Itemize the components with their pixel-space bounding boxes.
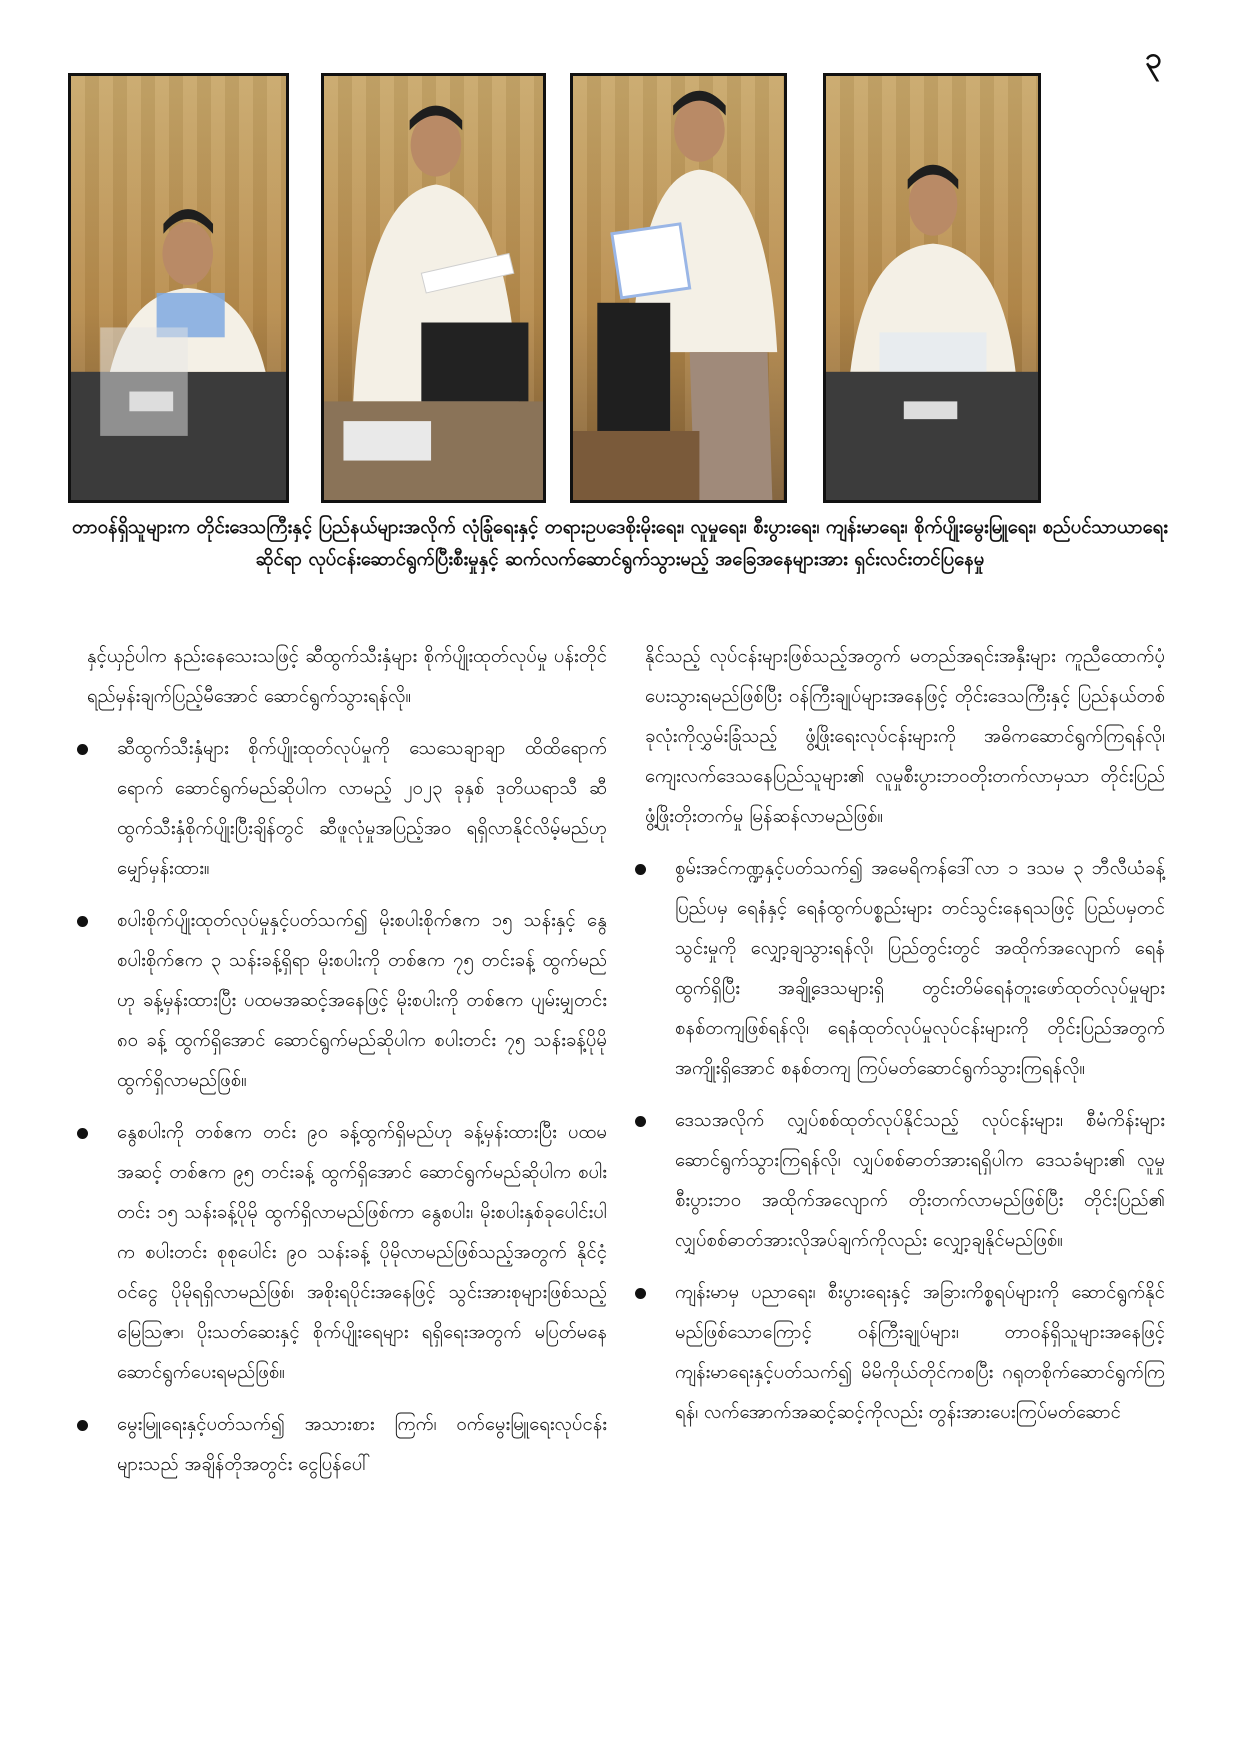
bullet-icon (77, 1128, 88, 1139)
photo-official-standing-reading (321, 73, 546, 503)
bullet-icon (77, 1420, 88, 1431)
photo-official-standing-speaking (570, 73, 787, 503)
right-intro-paragraph: နိုင်သည့် လုပ်ငန်းများဖြစ်သည့်အတွက် မတည်အရင်းအနှီးများ ကူညီထောက်ပံ့ပေးသွားရမည်ဖြစ်ပြီး ဝန်ကြီးချုပ်များအနေဖြင့် တိုင်းဒေသကြီးနှင့် ပြည်နယ်တစ်ခုလုံးကိုလွှမ်းခြုံသည့် ဖွံ့ဖြိုးရေးလုပ်ငန်းများကို အဓိကဆောင်ရွက်ကြရန်လို၊ ကျေးလက်ဒေသနေပြည်သူများ၏ လူမှုစီးပွားဘဝတိုးတက်လာမှသာ တိုင်းပြည်ဖွံ့ဖြိုးတိုးတက်မှု မြန်ဆန်လာမည်ဖြစ်။ (645, 646, 1165, 827)
bullet-icon (77, 744, 88, 755)
list-item (645, 849, 1165, 1089)
bullet-icon (635, 864, 646, 875)
bullet-text: စပါးစိုက်ပျိုးထုတ်လုပ်မှုနှင့်ပတ်သက်၍ မိုးစပါးစိုက်ဧက ၁၅ သန်းနှင့် နွေစပါးစိုက်ဧက ၃ သန်းခန့်ရှိရာ မိုးစပါးကို တစ်ဧက ၇၅ တင်းခန့် ထွက်မည်ဟု ခန့်မှန်းထားပြီး ပထမအဆင့်အနေဖြင့် မိုးစပါးကို တစ်ဧက ပျမ်းမျှတင်း ၈၀ ခန့် ထွက်ရှိအောင် ဆောင်ရွက်မည်ဆိုပါက စပါးတင်း ၇၅ သန်းခန့်ပိုမိုထွက်ရှိလာမည်ဖြစ်။ (117, 910, 607, 1091)
bullet-text: ဒေသအလိုက် လျှပ်စစ်ထုတ်လုပ်နိုင်သည့် လုပ်ငန်းများ၊ စီမံကိန်းများဆောင်ရွက်သွားကြရန်လို၊ လျှပ်စစ်ဓာတ်အားရရှိပါက ဒေသခံများ၏ လူမှုစီးပွားဘဝ အထိုက်အလျောက် တိုးတက်လာမည်ဖြစ်ပြီး တိုင်းပြည်၏ လျှပ်စစ်ဓာတ်အားလိုအပ်ချက်ကိုလည်း လျှော့ချနိုင်မည်ဖြစ်။ (675, 1110, 1165, 1251)
list-item (87, 901, 607, 1101)
right-column (645, 637, 1165, 1445)
bullet-icon (77, 916, 88, 927)
official-standing-speaking-photo (573, 76, 784, 500)
bullet-text: စွမ်းအင်ကဏ္ဍနှင့်ပတ်သက်၍ အမေရိကန်ဒေါ်လာ ၁ ဒသမ ၃ ဘီလီယံခန့် ပြည်ပမှ ရေနံနှင့် ရေနံထွက်ပစ္စည်းများ တင်သွင်းနေရသဖြင့် ပြည်ပမှတင်သွင်းမှုကို လျှော့ချသွားရန်လို၊ ပြည်တွင်းတွင် အထိုက်အလျောက် ရေနံထွက်ရှိပြီး အချို့ဒေသများရှိ တွင်းတိမ်ရေနံတူးဖော်ထုတ်လုပ်မှုများ စနစ်တကျဖြစ်ရန်လို၊ ရေနံထုတ်လုပ်မှုလုပ်ငန်းများကို တိုင်းပြည်အတွက် အကျိုးရှိအောင် စနစ်တကျ ကြပ်မတ်ဆောင်ရွက်သွားကြရန်လို။ (675, 858, 1165, 1079)
photo-caption: တာဝန်ရှိသူများက တိုင်းဒေသကြီးနှင့် ပြည်နယ်များအလိုက် လုံခြုံရေးနှင့် တရားဥပဒေစိုးမိုးရေး၊ လူမှုရေး၊ စီးပွားရေး၊ ကျန်းမာရေး၊ စိုက်ပျိုးမွေးမြူရေး၊ စည်ပင်သာယာရေးဆိုင်ရာ လုပ်ငန်းဆောင်ရွက်ပြီးစီးမှုနှင့် ဆက်လက်ဆောင်ရွက်သွားမည့် အခြေအနေများအား ရှင်းလင်းတင်ပြနေမှု (72, 517, 1168, 570)
bullet-text: မွေးမြူရေးနှင့်ပတ်သက်၍ အသားစား ကြက်၊ ဝက်မွေးမြူရေးလုပ်ငန်းများသည် အချိန်တိုအတွင်း ငွေပြန်ပေါ် (117, 1414, 607, 1475)
bullet-text: နွေစပါးကို တစ်ဧက တင်း ၉၀ ခန့်ထွက်ရှိမည်ဟု ခန့်မှန်းထားပြီး ပထမအဆင့် တစ်ဧက ၉၅ တင်းခန့် ထွက်ရှိအောင် ဆောင်ရွက်မည်ဆိုပါက စပါးတင်း ၁၅ သန်းခန့်ပိုမို ထွက်ရှိလာမည်ဖြစ်ကာ နွေစပါး၊ မိုးစပါးနှစ်ခုပေါင်းပါက စပါးတင်း စုစုပေါင်း ၉၀ သန်းခန့် ပိုမိုလာမည်ဖြစ်သည့်အတွက် နိုင်ငံ့ဝင်ငွေ ပိုမိုရရှိလာမည်ဖြစ်၊ အစိုးရပိုင်းအနေဖြင့် သွင်းအားစုများဖြစ်သည့် မြေဩဇာ၊ ပိုးသတ်ဆေးနှင့် စိုက်ပျိုးရေများ ရရှိရေးအတွက် မပြတ်မနေဆောင်ရွက်ပေးရမည်ဖြစ်။ (117, 1122, 607, 1383)
photo-official-seated-reading (68, 73, 289, 503)
list-item (87, 1113, 607, 1393)
list-item (87, 1405, 607, 1485)
list-item (645, 1273, 1165, 1433)
official-standing-reading-photo (324, 76, 543, 500)
official-seated-speaking-photo (826, 76, 1038, 500)
left-intro-paragraph: နှင့်ယှဉ်ပါက နည်းနေသေးသဖြင့် ဆီထွက်သီးနှံများ စိုက်ပျိုးထုတ်လုပ်မှု ပန်းတိုင်ရည်မှန်းချက်ပြည့်မီအောင် ဆောင်ရွက်သွားရန်လို။ (87, 646, 607, 707)
bullet-icon (635, 1288, 646, 1299)
official-seated-reading-photo (71, 76, 286, 500)
photo-official-seated-speaking (823, 73, 1041, 503)
bullet-text: ဆီထွက်သီးနှံများ စိုက်ပျိုးထုတ်လုပ်မှုကို သေသေချာချာ ထိထိရောက်ရောက် ဆောင်ရွက်မည်ဆိုပါက လာမည့် ၂၀၂၃ ခုနှစ် ဒုတိယရာသီ ဆီထွက်သီးနှံစိုက်ပျိုးပြီးချိန်တွင် ဆီဖူလုံမှုအပြည့်အဝ ရရှိလာနိုင်လိမ့်မည်ဟု မျှော်မှန်းထား။ (117, 738, 607, 879)
list-item (87, 729, 607, 889)
left-column (87, 637, 607, 1497)
bullet-icon (635, 1116, 646, 1127)
page-number: ၃ (1145, 41, 1162, 76)
list-item (645, 1101, 1165, 1261)
bullet-text: ကျန်းမာမှ ပညာရေး၊ စီးပွားရေးနှင့် အခြားကိစ္စရပ်များကို ဆောင်ရွက်နိုင်မည်ဖြစ်သောကြောင့် ဝန်ကြီးချုပ်များ၊ တာဝန်ရှိသူများအနေဖြင့် ကျန်းမာရေးနှင့်ပတ်သက်၍ မိမိကိုယ်တိုင်ကစပြီး ဂရုတစိုက်ဆောင်ရွက်ကြရန်၊ လက်အောက်အဆင့်ဆင့်ကိုလည်း တွန်းအားပေးကြပ်မတ်ဆောင် (675, 1282, 1165, 1423)
